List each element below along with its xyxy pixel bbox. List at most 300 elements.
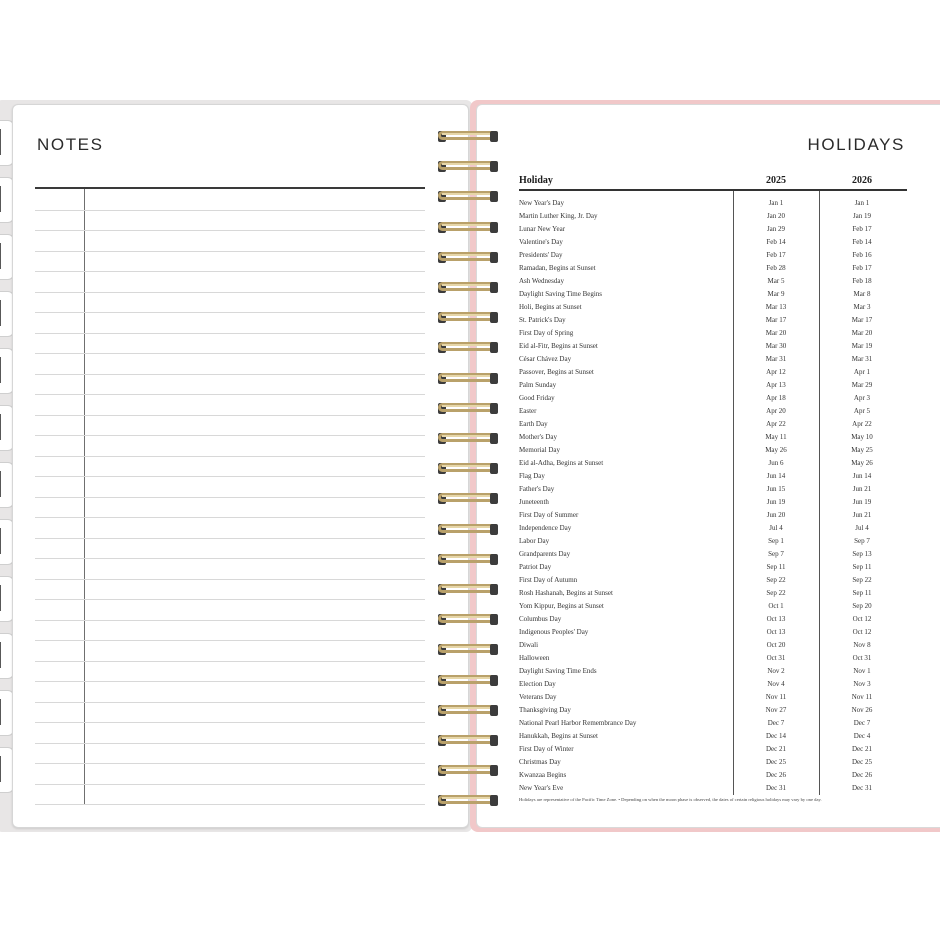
table-row [519,756,907,769]
note-line [35,415,425,416]
coil-highlight [442,616,492,624]
date-2026: May 25 [851,446,873,454]
coil-highlight [442,224,492,232]
table-row [519,600,907,613]
date-2026: May 26 [851,459,873,467]
column-header-2026: 2026 [852,175,872,186]
date-2025: Oct 13 [766,628,786,636]
date-2025: Jan 1 [768,199,784,207]
date-2026: Dec 25 [851,758,873,766]
coil-highlight [442,797,492,805]
holiday-name: Eid al-Adha, Begins at Sunset [519,459,604,467]
date-2026: Mar 17 [851,316,873,324]
spiral-coil [438,400,498,416]
holiday-name: First Day of Spring [519,329,574,337]
punch-hole [490,373,498,384]
holidays-title: HOLIDAYS [807,135,905,154]
date-2025: Jun 6 [768,459,784,467]
tab-label-mark [0,756,1,782]
date-2025: Sep 22 [766,589,786,597]
coil-highlight [442,465,492,473]
date-2026: Dec 21 [851,745,873,753]
note-line [35,538,425,539]
table-row [519,587,907,600]
table-row [519,444,907,457]
date-2026: Oct 12 [852,615,872,623]
punch-hole [490,675,498,686]
table-row [519,652,907,665]
date-2025: May 11 [765,433,787,441]
tab-label-mark [0,243,1,269]
date-2025: Jan 20 [766,212,786,220]
date-2026: Mar 29 [851,381,873,389]
holiday-name: César Chávez Day [519,355,572,363]
date-2025: Mar 30 [765,342,787,350]
date-2026: Mar 31 [851,355,873,363]
tab-label-mark [0,357,1,383]
punch-hole [490,161,498,172]
table-row [519,639,907,652]
table-row [519,626,907,639]
coil-highlight [442,133,492,141]
table-row [519,405,907,418]
note-line [35,394,425,395]
tab-label-mark [0,300,1,326]
punch-hole [490,735,498,746]
date-2026: Sep 11 [852,563,872,571]
date-2025: Feb 14 [766,238,786,246]
holiday-name: Martin Luther King, Jr. Day [519,212,598,220]
date-2025: Sep 22 [766,576,786,584]
note-line [35,292,425,293]
spiral-coil [438,581,498,597]
punch-hole [490,554,498,565]
note-line [35,517,425,518]
punch-hole [490,463,498,474]
date-2025: Jul 4 [769,524,783,532]
date-2026: Oct 12 [852,628,872,636]
date-2026: Apr 3 [853,394,871,402]
date-2025: Jun 20 [766,511,786,519]
note-line [35,271,425,272]
spiral-coil [438,249,498,265]
note-line [35,251,425,252]
punch-hole [490,191,498,202]
date-2025: Nov 27 [765,706,787,714]
table-row [519,691,907,704]
date-2026: Apr 1 [853,368,871,376]
coil-highlight [442,254,492,262]
date-2026: Nov 26 [851,706,873,714]
date-2026: Sep 13 [852,550,872,558]
table-row [519,782,907,795]
date-2025: Mar 31 [765,355,787,363]
date-2026: Feb 14 [852,238,872,246]
punch-hole [490,342,498,353]
holiday-name: Earth Day [519,420,548,428]
notes-lines-area [35,187,425,805]
holiday-name: Diwali [519,641,539,649]
date-2026: Feb 18 [852,277,872,285]
date-2026: Feb 17 [852,225,872,233]
column-header-holiday: Holiday [519,175,553,186]
date-2026: Dec 7 [853,719,871,727]
date-2026: Sep 11 [852,589,872,597]
spiral-coil [438,339,498,355]
table-row [519,678,907,691]
punch-hole [490,614,498,625]
date-2025: Dec 14 [765,732,787,740]
note-line [35,599,425,600]
spiral-binding [430,128,510,818]
table-row [519,275,907,288]
note-line [35,497,425,498]
punch-hole [490,222,498,233]
date-2025: Nov 4 [767,680,785,688]
table-row [519,262,907,275]
date-2026: Jan 1 [854,199,870,207]
table-row [519,717,907,730]
tab-label-mark [0,471,1,497]
coil-highlight [442,707,492,715]
table-row [519,496,907,509]
date-2025: Apr 13 [766,381,786,389]
punch-hole [490,795,498,806]
date-2025: Jan 29 [766,225,786,233]
coil-highlight [442,163,492,171]
note-line [35,333,425,334]
tab-label-mark [0,129,1,155]
note-line [35,804,425,805]
holiday-name: St. Patrick's Day [519,316,566,324]
holiday-name: Veterans Day [519,693,557,701]
note-line [35,620,425,621]
date-2026: Jun 21 [852,511,872,519]
holiday-name: Juneteenth [519,498,549,506]
date-2025: Dec 21 [765,745,787,753]
date-2026: Oct 31 [852,654,872,662]
holiday-name: Valentine's Day [519,238,563,246]
coil-highlight [442,767,492,775]
date-2026: Sep 7 [854,537,870,545]
date-2026: Dec 31 [851,784,873,792]
punch-hole [490,584,498,595]
holiday-name: Lunar New Year [519,225,566,233]
holidays-footnote: Holidays are representative of the Pacific Time Zone. • Depending on when the moon phase is observed, the dates of certain religious holidays may vary by one day. [519,797,822,802]
table-row [519,366,907,379]
note-line [35,579,425,580]
spiral-coil [438,762,498,778]
date-2026: Jun 19 [852,498,872,506]
date-2026: Feb 17 [852,264,872,272]
punch-hole [490,705,498,716]
table-row [519,353,907,366]
table-row [519,392,907,405]
table-row [519,249,907,262]
holiday-name: First Day of Summer [519,511,579,519]
table-row [519,379,907,392]
date-2025: Mar 5 [767,277,785,285]
spiral-coil [438,158,498,174]
holiday-name: Palm Sunday [519,381,557,389]
table-row [519,340,907,353]
coil-highlight [442,586,492,594]
table-row [519,301,907,314]
date-2025: Oct 20 [766,641,786,649]
holiday-name: Independence Day [519,524,572,532]
holiday-name: Passover, Begins at Sunset [519,368,594,376]
spiral-coil [438,672,498,688]
note-line [35,558,425,559]
spiral-coil [438,309,498,325]
date-2026: Jul 4 [855,524,869,532]
note-line [35,763,425,764]
note-line [35,784,425,785]
table-row [519,197,907,210]
date-2026: Nov 11 [851,693,873,701]
table-row [519,613,907,626]
holiday-name: Hanukkah, Begins at Sunset [519,732,598,740]
date-2026: Apr 5 [853,407,871,415]
spiral-coil [438,128,498,144]
note-line [35,374,425,375]
table-row [519,327,907,340]
note-line [35,476,425,477]
spiral-coil [438,611,498,627]
spiral-coil [438,188,498,204]
holiday-name: Yom Kippur, Begins at Sunset [519,602,604,610]
holiday-name: Halloween [519,654,550,662]
coil-highlight [442,646,492,654]
holiday-name: Rosh Hashanah, Begins at Sunset [519,589,613,597]
note-line [35,312,425,313]
holiday-name: Holi, Begins at Sunset [519,303,582,311]
coil-highlight [442,284,492,292]
holiday-name: Patriot Day [519,563,552,571]
holiday-name: Columbus Day [519,615,562,623]
table-row [519,561,907,574]
holiday-name: Christmas Day [519,758,561,766]
coil-highlight [442,737,492,745]
punch-hole [490,493,498,504]
date-2026: Mar 8 [853,290,871,298]
coil-highlight [442,344,492,352]
date-2026: Jun 21 [852,485,872,493]
coil-highlight [442,556,492,564]
date-2026: Feb 16 [852,251,872,259]
table-row [519,223,907,236]
date-2025: Sep 11 [766,563,786,571]
holiday-name: Memorial Day [519,446,561,454]
spiral-coil [438,490,498,506]
holiday-name: Daylight Saving Time Ends [519,667,597,675]
holiday-name: First Day of Autumn [519,576,578,584]
date-2026: Nov 8 [853,641,871,649]
holiday-name: Flag Day [519,472,545,480]
table-row [519,314,907,327]
date-2025: Apr 20 [766,407,786,415]
holiday-name: Eid al-Fitr, Begins at Sunset [519,342,598,350]
table-row [519,210,907,223]
note-line [35,681,425,682]
note-line [35,456,425,457]
note-line [35,435,425,436]
coil-highlight [442,677,492,685]
holidays-page [476,104,940,828]
table-row [519,288,907,301]
date-2026: May 10 [851,433,873,441]
holiday-name: First Day of Winter [519,745,574,753]
table-row [519,483,907,496]
table-row [519,769,907,782]
date-2025: Jun 19 [766,498,786,506]
tab-label-mark [0,585,1,611]
date-2026: Jun 14 [852,472,872,480]
date-2025: Feb 28 [766,264,786,272]
tab-label-mark [0,699,1,725]
table-header [519,175,907,191]
date-2025: Jun 14 [766,472,786,480]
spiral-coil [438,551,498,567]
date-2025: Mar 20 [765,329,787,337]
date-2026: Dec 26 [851,771,873,779]
holiday-name: Ash Wednesday [519,277,564,285]
date-2025: Feb 17 [766,251,786,259]
table-row [519,730,907,743]
date-2025: Oct 31 [766,654,786,662]
column-header-2025: 2025 [766,175,786,186]
date-2026: Nov 3 [853,680,871,688]
holiday-name: Kwanzaa Begins [519,771,567,779]
table-row [519,704,907,717]
table-row [519,457,907,470]
date-2025: Dec 7 [767,719,785,727]
holiday-name: National Pearl Harbor Remembrance Day [519,719,637,727]
holiday-name: Good Friday [519,394,555,402]
spiral-coil [438,732,498,748]
table-row [519,743,907,756]
table-row [519,509,907,522]
punch-hole [490,765,498,776]
spiral-coil [438,460,498,476]
holidays-table [519,175,907,795]
spiral-coil [438,370,498,386]
date-2026: Mar 20 [851,329,873,337]
date-2025: Nov 2 [767,667,785,675]
coil-highlight [442,495,492,503]
table-row [519,535,907,548]
holiday-name: Labor Day [519,537,550,545]
holiday-name: Daylight Saving Time Begins [519,290,603,298]
spiral-coil [438,430,498,446]
holiday-name: Election Day [519,680,556,688]
punch-hole [490,312,498,323]
table-row [519,574,907,587]
coil-highlight [442,314,492,322]
date-2025: Dec 25 [765,758,787,766]
date-2026: Jan 19 [852,212,872,220]
date-2025: Apr 22 [766,420,786,428]
punch-hole [490,433,498,444]
date-2025: Oct 13 [766,615,786,623]
spiral-coil [438,219,498,235]
coil-highlight [442,193,492,201]
date-2026: Mar 3 [853,303,871,311]
table-row [519,548,907,561]
date-2025: Mar 17 [765,316,787,324]
date-2025: Mar 9 [767,290,785,298]
holiday-name: Grandparents Day [519,550,571,558]
coil-highlight [442,405,492,413]
tab-label-mark [0,528,1,554]
table-row [519,431,907,444]
date-2026: Apr 22 [852,420,872,428]
date-2025: Sep 1 [768,537,784,545]
punch-hole [490,524,498,535]
tab-label-mark [0,414,1,440]
holiday-name: Ramadan, Begins at Sunset [519,264,596,272]
holiday-name: Father's Day [519,485,555,493]
holiday-name: Presidents' Day [519,251,563,259]
spiral-coil [438,641,498,657]
date-2025: Mar 13 [765,303,787,311]
punch-hole [490,403,498,414]
date-2026: Mar 19 [851,342,873,350]
date-2025: Dec 26 [765,771,787,779]
note-line [35,230,425,231]
table-row [519,522,907,535]
holiday-name: Indigenous Peoples' Day [519,628,589,636]
date-2025: May 26 [765,446,787,454]
date-2025: Sep 7 [768,550,784,558]
date-2025: Dec 31 [765,784,787,792]
holiday-name: Easter [519,407,537,415]
date-2025: Oct 1 [768,602,784,610]
date-2026: Dec 4 [853,732,871,740]
punch-hole [490,131,498,142]
note-line [35,210,425,211]
note-line [35,722,425,723]
spiral-coil [438,702,498,718]
notes-title: NOTES [37,135,104,154]
holiday-name: Thanksgiving Day [519,706,571,714]
punch-hole [490,644,498,655]
notes-page [12,104,469,828]
spiral-coil [438,279,498,295]
tab-label-mark [0,642,1,668]
coil-highlight [442,375,492,383]
holiday-name: New Year's Day [519,199,565,207]
table-row [519,236,907,249]
spiral-coil [438,792,498,808]
spiral-coil [438,521,498,537]
date-2025: Jun 15 [766,485,786,493]
table-row [519,665,907,678]
note-line [35,661,425,662]
note-line [35,743,425,744]
coil-highlight [442,435,492,443]
date-2025: Apr 12 [766,368,786,376]
coil-highlight [442,526,492,534]
table-row [519,418,907,431]
note-line [35,353,425,354]
date-2026: Nov 1 [853,667,871,675]
tab-label-mark [0,186,1,212]
note-line [35,702,425,703]
date-2026: Sep 22 [852,576,872,584]
date-2025: Nov 11 [765,693,787,701]
holiday-name: New Year's Eve [519,784,564,792]
